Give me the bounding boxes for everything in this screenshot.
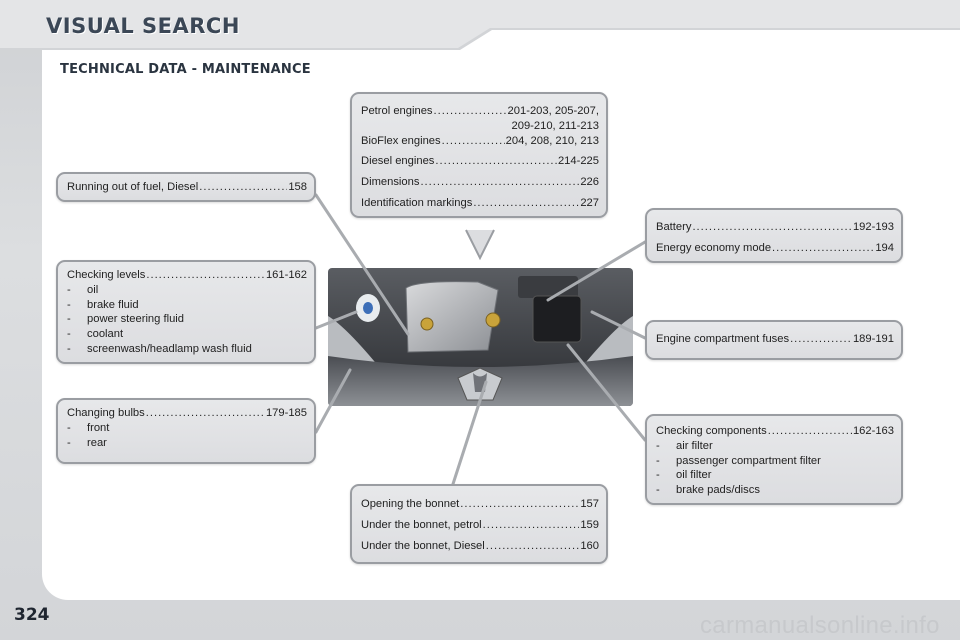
list-item-text: front — [87, 421, 110, 434]
index-entry-checking-components[interactable] — [656, 424, 894, 439]
leader-dots — [460, 497, 579, 512]
list-item: - oil filter — [656, 469, 712, 482]
section-title: TECHNICAL DATA - MAINTENANCE — [60, 62, 311, 77]
entry-label: Petrol engines — [361, 105, 433, 117]
entry-label: Running out of fuel, Diesel — [67, 181, 199, 193]
entry-label: Diesel engines — [361, 155, 435, 168]
leader-dots — [790, 332, 852, 347]
index-entry-changing-bulbs[interactable] — [67, 406, 307, 421]
index-entry-energy-economy-mode[interactable] — [656, 241, 894, 256]
list-item: - air filter — [656, 439, 713, 452]
list-item-text: power steering fluid — [87, 313, 185, 326]
list-item-text: passenger compartment filter — [676, 454, 821, 467]
index-entry-engine-fuses[interactable] — [656, 332, 894, 347]
leader-dots — [435, 154, 557, 169]
box-battery — [645, 208, 903, 263]
engine-bay-illustration — [328, 268, 633, 406]
list-item: - rear — [67, 436, 107, 449]
engine-bay-photo — [328, 268, 633, 406]
entry-label: Engine compartment fuses — [656, 333, 790, 345]
page-number: 324 — [14, 605, 50, 625]
leader-dots — [420, 175, 579, 190]
entry-page: 194 — [875, 241, 894, 254]
list-item-text: oil — [87, 283, 99, 296]
index-entry-dimensions[interactable] — [361, 175, 599, 190]
index-entry-under-bonnet-diesel[interactable] — [361, 539, 599, 554]
list-item-text: coolant — [87, 328, 124, 341]
entry-page: 179-185 — [265, 407, 307, 419]
entry-label: Under the bonnet, Diesel — [361, 539, 485, 552]
list-item: - brake pads/discs — [656, 484, 760, 497]
leader-dots — [768, 424, 852, 439]
leader-dots — [434, 104, 507, 119]
list-item: - front — [67, 421, 110, 434]
entry-page: 161-162 — [265, 269, 307, 281]
box-checking-levels — [56, 260, 316, 364]
index-entry-petrol-engines[interactable] — [361, 104, 599, 119]
entry-label: Dimensions — [361, 176, 420, 189]
entry-page: 226 — [580, 176, 599, 189]
leader-dots — [772, 241, 874, 256]
leader-dots — [199, 180, 287, 195]
entry-page: 189-191 — [852, 333, 894, 345]
entry-label: Battery — [656, 221, 692, 233]
list-item-text: brake fluid — [87, 298, 139, 311]
index-entry-battery[interactable] — [656, 220, 894, 235]
entry-page: 204, 208, 210, 213 — [505, 134, 599, 147]
entry-page: 159 — [580, 518, 599, 531]
leader-dots — [442, 134, 505, 149]
index-entry-diesel-engines[interactable] — [361, 154, 599, 169]
index-entry-identification-markings[interactable] — [361, 196, 599, 211]
entry-label: Under the bonnet, petrol — [361, 518, 482, 531]
page-title: VISUAL SEARCH — [46, 14, 240, 38]
entry-label: Checking components — [656, 425, 767, 437]
list-item: - power steering fluid — [67, 313, 185, 326]
entry-page: 157 — [580, 498, 599, 510]
entry-page: 160 — [580, 539, 599, 552]
list-item: - coolant — [67, 328, 124, 341]
box-engine-fuses — [645, 320, 903, 360]
leader-dots — [692, 220, 851, 235]
entry-page: 158 — [288, 181, 307, 193]
list-item: - passenger compartment filter — [656, 454, 821, 467]
index-entry-opening-bonnet[interactable] — [361, 497, 599, 512]
entry-page: 162-163 — [852, 425, 894, 437]
box-changing-bulbs — [56, 398, 316, 464]
entry-page: 201-203, 205-207, — [507, 105, 599, 117]
index-entry-running-out[interactable] — [67, 180, 307, 195]
entry-page: 214-225 — [557, 155, 599, 168]
entry-label: Identification markings — [361, 196, 473, 209]
list-item-text: rear — [87, 436, 107, 449]
entry-page: 227 — [580, 196, 599, 209]
index-entry-under-bonnet-petrol[interactable] — [361, 518, 599, 533]
list-item-text: brake pads/discs — [676, 484, 760, 497]
entry-page-continuation: 209-210, 211-213 — [511, 119, 599, 132]
list-item-text: screenwash/headlamp wash fluid — [87, 342, 252, 355]
list-item: - oil — [67, 283, 99, 296]
index-entry-checking-levels[interactable] — [67, 268, 307, 283]
list-item-text: oil filter — [676, 469, 712, 482]
entry-label: BioFlex engines — [361, 134, 441, 147]
entry-label: Checking levels — [67, 269, 146, 281]
leader-dots — [486, 539, 580, 554]
box-technical-data — [350, 92, 608, 218]
box-bonnet — [350, 484, 608, 564]
box-running-out-of-fuel — [56, 172, 316, 202]
entry-label: Changing bulbs — [67, 407, 145, 419]
leader-dots — [146, 406, 265, 421]
list-item: - brake fluid — [67, 298, 139, 311]
leader-dots — [483, 518, 580, 533]
entry-label: Energy economy mode — [656, 241, 772, 254]
watermark: carmanualsonline.info — [700, 612, 940, 639]
leader-dots — [146, 268, 265, 283]
leader-dots — [473, 196, 579, 211]
box-checking-components — [645, 414, 903, 505]
entry-page: 192-193 — [852, 221, 894, 233]
index-entry-bioflex-engines[interactable] — [361, 134, 599, 149]
entry-label: Opening the bonnet — [361, 498, 460, 510]
list-item: - screenwash/headlamp wash fluid — [67, 342, 252, 355]
list-item-text: air filter — [676, 439, 713, 452]
